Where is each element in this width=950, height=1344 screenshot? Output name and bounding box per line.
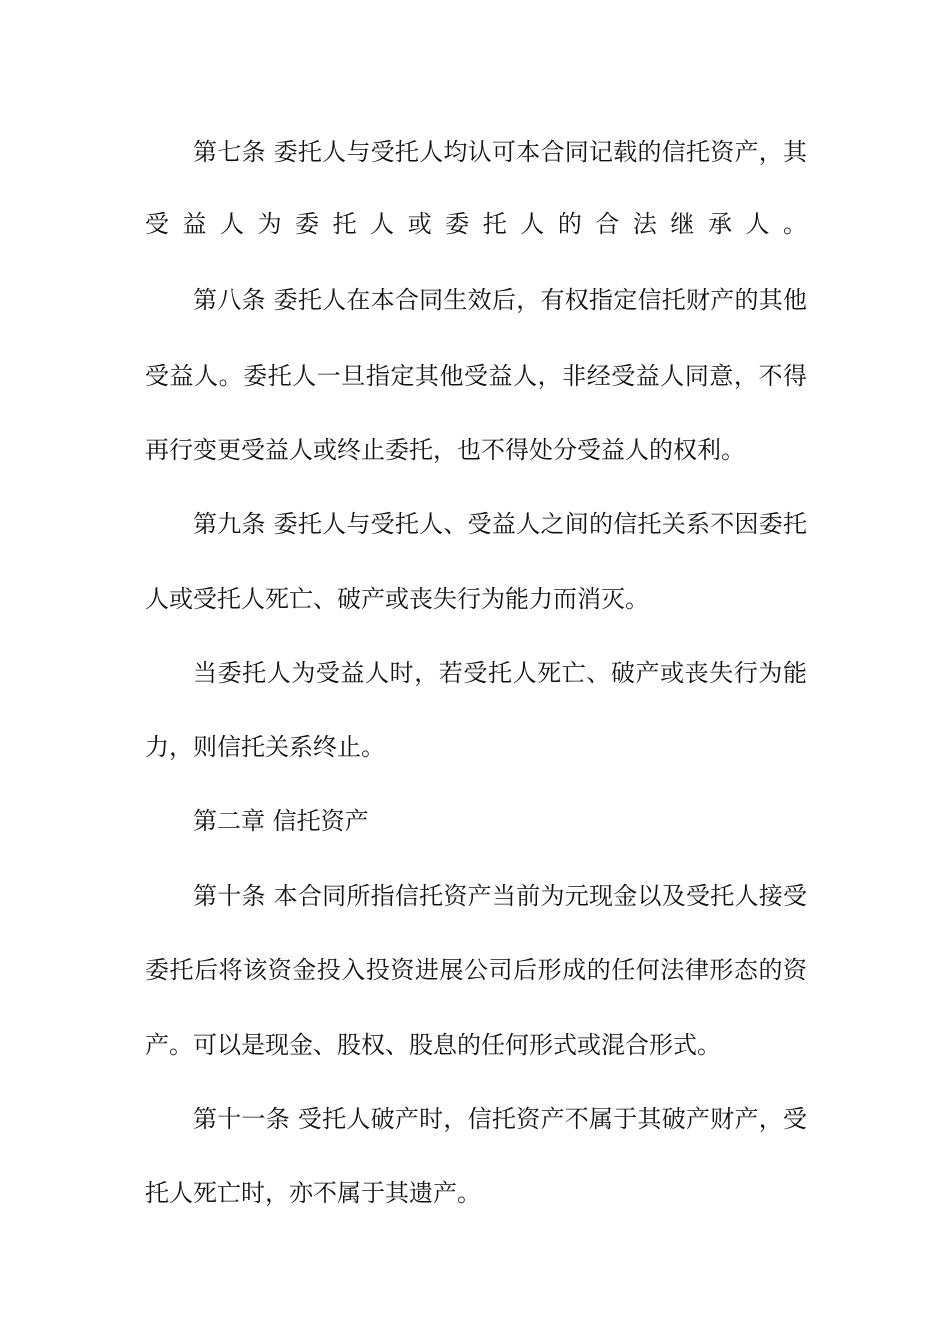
article-10-line-1: 第十条 本合同所指信托资产当前为元现金以及受托人接受 — [193, 882, 807, 910]
article-11-line-2: 托人死亡时，亦不属于其遗产。 — [145, 1179, 481, 1207]
article-7-line-1: 第七条 委托人与受托人均认可本合同记载的信托资产，其 — [193, 138, 807, 166]
article-10-line-2: 委托后将该资金投入投资进展公司后形成的任何法律形态的资 — [145, 956, 807, 984]
article-9-paragraph-2-line-2: 力，则信托关系终止。 — [145, 733, 385, 761]
article-8-line-1: 第八条 委托人在本合同生效后，有权指定信托财产的其他 — [193, 286, 807, 314]
article-8-line-2: 受益人。委托人一旦指定其他受益人，非经受益人同意，不得 — [145, 362, 807, 390]
article-10-line-3: 产。可以是现金、股权、股息的任何形式或混合形式。 — [145, 1031, 721, 1059]
chapter-2-heading: 第二章 信托资产 — [193, 807, 369, 835]
article-9-line-2: 人或受托人死亡、破产或丧失行为能力而消灭。 — [145, 585, 649, 613]
article-9-line-1: 第九条 委托人与受托人、受益人之间的信托关系不因委托 — [193, 510, 807, 538]
article-7-line-2: 受益人为委托人或委托人的合法继承人。 — [145, 210, 807, 238]
article-11-line-1: 第十一条 受托人破产时，信托资产不属于其破产财产，受 — [193, 1105, 807, 1133]
article-9-paragraph-2-line-1: 当委托人为受益人时，若受托人死亡、破产或丧失行为能 — [193, 659, 807, 687]
article-8-line-3: 再行变更受益人或终止委托，也不得处分受益人的权利。 — [145, 436, 745, 464]
